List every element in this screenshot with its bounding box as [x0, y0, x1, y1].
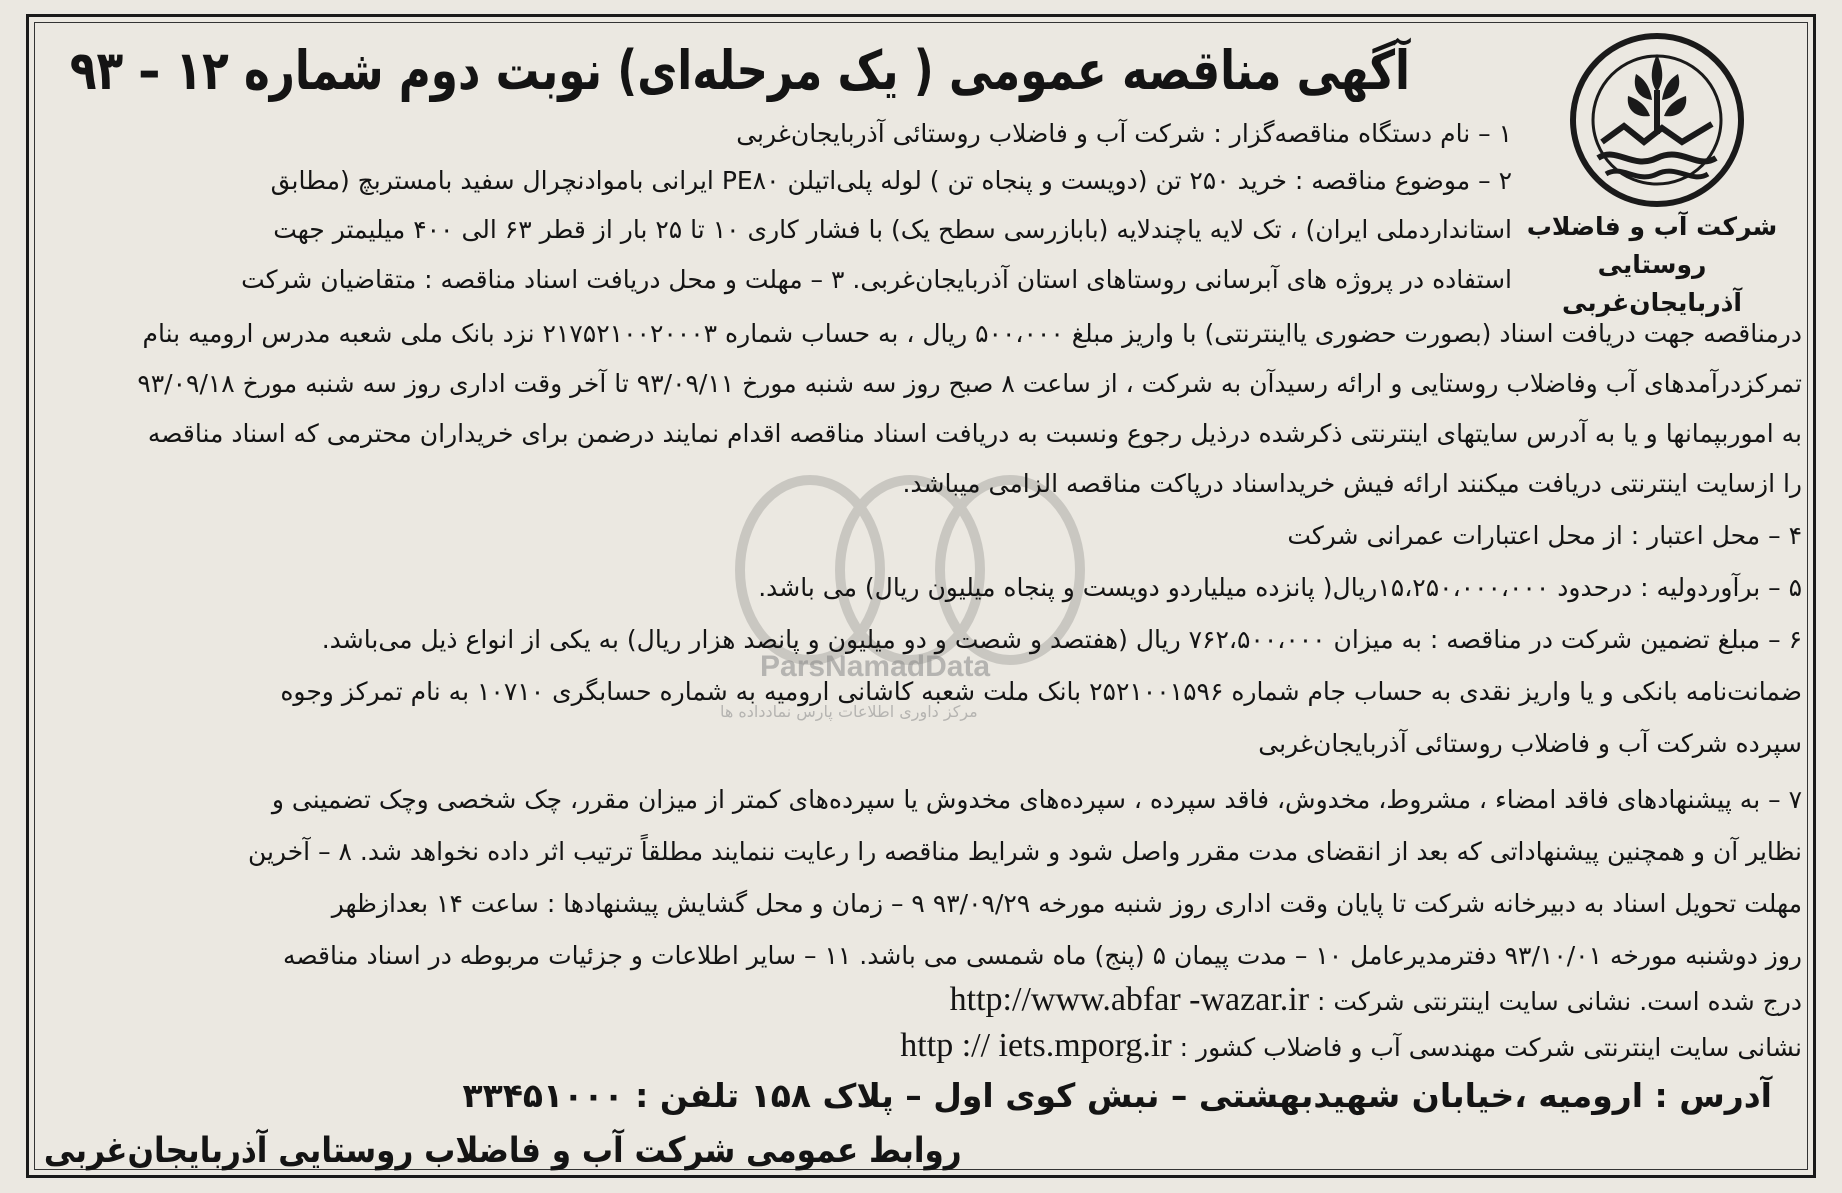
notice-title: آگهی مناقصه عمومی ( یک مرحله‌ای) نوبت دوم شماره ۱۲ – ۹۳: [69, 39, 1410, 102]
watermark-subtext: مرکز داوری اطلاعات پارس نمادداده ها: [720, 702, 978, 721]
item-2-line: ۲ – موضوع مناقصه : خرید ۲۵۰ تن (دویست و پنجاه تن ) لوله پلی‌اتیلن PE۸۰ ایرانی باموادنچرال سفید بامستربچ (مطابق: [270, 166, 1512, 195]
company-logo-block: [1502, 30, 1802, 317]
watermark-text: ParsNamadData: [760, 650, 991, 683]
footer-public-relations: روابط عمومی شرکت آب و فاضلاب روستایی آذربایجان‌غربی: [44, 1131, 962, 1171]
body-line: سپرده شرکت آب و فاضلاب روستائی آذربایجان‌غربی: [1258, 729, 1802, 758]
item-6-line: ۶ – مبلغ تضمین شرکت در مناقصه : به میزان ۷۶۲،۵۰۰،۰۰۰ ریال (هفتصد و شصت و دو میلیون و پانصد هزار ریال) به یکی از انواع ذیل می‌باشد.: [321, 625, 1802, 654]
item-10-11-line: روز دوشنبه مورخه ۹۳/۱۰/۰۱ دفترمدیرعامل ۱۰ – مدت پیمان ۵ (پنج) ماه شمسی می باشد. ۱۱ – سایر اطلاعات و جزئیات مربوطه در اسناد مناقصه: [282, 941, 1802, 970]
company-site-link[interactable]: http://www.abfar -wazar.ir: [949, 981, 1310, 1018]
item-1-line: ۱ – نام دستگاه مناقصه‌گزار : شرکت آب و فاضلاب روستائی آذربایجان‌غربی: [736, 119, 1512, 148]
company-site-label: درج شده است. نشانی سایت اینترنتی شرکت :: [1316, 987, 1802, 1016]
body-line: ضمانت‌نامه بانکی و یا واریز نقدی به حساب جام شماره ۲۵۲۱۰۰۱۵۹۶ بانک ملت شعبه کاشانی ارومیه به شماره حسابگری ۱۰۷۱۰ به نام تمرکز وجوه: [280, 677, 1802, 706]
item-2-line-cont1: استانداردملی ایران) ، تک لایه یاچندلایه (بابازرسی سطح یک) با فشار کاری ۱۰ تا ۲۵ بار از قطر ۶۳ الی ۴۰۰ میلیمتر جهت: [273, 215, 1512, 244]
company-logo-icon: [1562, 30, 1752, 210]
item-8-9-line: مهلت تحویل اسناد به دبیرخانه شرکت تا پایان وقت اداری روز شنبه مورخه ۹۳/۰۹/۲۹ ۹ – زمان و محل گشایش پیشنهادها : ساعت ۱۴ بعدازظهر: [331, 889, 1802, 918]
item-4-line: ۴ – محل اعتبار : از محل اعتبارات عمرانی شرکت: [1287, 521, 1802, 550]
address-line: آدرس : ارومیه ،خیابان شهیدبهشتی – نبش کوی اول – پلاک ۱۵۸ تلفن : ۳۳۴۵۱۰۰۰: [462, 1076, 1772, 1115]
organization-name-line1: شرکت آب و فاضلاب روستایی: [1526, 212, 1778, 279]
organization-name: [1502, 208, 1802, 322]
body-line: به اموربپمانها و یا به آدرس سایتهای اینترنتی ذکرشده درذیل رجوع ونسبت به دریافت اسناد مناقصه اقدام نمایند درضمن برای خریداران محترمی که اسناد مناقصه: [147, 419, 1802, 448]
body-line: نظایر آن و همچنین پیشنهاداتی که بعد از انقضای مدت مقرر واصل شود و شرایط مناقصه را رعایت ننمایند مطلقاً ترتیب اثر داده نخواهد شد. ۸ – آخرین: [247, 837, 1802, 866]
body-line: درمناقصه جهت دریافت اسناد (بصورت حضوری یااینترنتی) با واریز مبلغ ۵۰۰،۰۰۰ ریال ، به حساب شماره ۲۱۷۵۲۱۰۰۲۰۰۰۳ نزد بانک ملی شعبه مدرس ارومیه بنام: [142, 319, 1802, 348]
item-5-line: ۵ – برآوردولیه : درحدود ۱۵،۲۵۰،۰۰۰،۰۰۰ریال( پانزده میلیاردو دویست و پنجاه میلیون ریال) می باشد.: [758, 573, 1802, 602]
engineering-site-line: [900, 1026, 1802, 1068]
body-line: را ازسایت اینترنتی دریافت میکنند ارائه فیش خریداسناد درپاکت مناقصه الزامی میباشد.: [902, 469, 1802, 498]
item-3-line: استفاده در پروژه های آبرسانی روستاهای استان آذربایجان‌غربی. ۳ – مهلت و محل دریافت اسناد مناقصه : متقاضیان شرکت: [241, 265, 1512, 294]
engineering-site-link[interactable]: http :// iets.mporg.ir: [900, 1027, 1172, 1064]
company-site-line: [950, 980, 1802, 1022]
item-7-line: ۷ – به پیشنهادهای فاقد امضاء ، مشروط، مخدوش، فاقد سپرده ، سپرده‌های مخدوش یا سپرده‌های کمتر از میزان مقرر، چک شخصی وچک تضمینی و: [271, 785, 1802, 814]
organization-name-line2: آذربایجان‌غربی: [1561, 288, 1742, 317]
engineering-site-label: نشانی سایت اینترنتی شرکت مهندسی آب و فاضلاب کشور :: [1179, 1033, 1802, 1062]
body-line: تمرکزدرآمدهای آب وفاضلاب روستایی و ارائه رسیدآن به شرکت ، از ساعت ۸ صبح روز سه شنبه مورخ ۹۳/۰۹/۱۱ تا آخر وقت اداری روز سه شنبه مورخ ۹۳/۰۹/۱۸: [137, 369, 1802, 398]
